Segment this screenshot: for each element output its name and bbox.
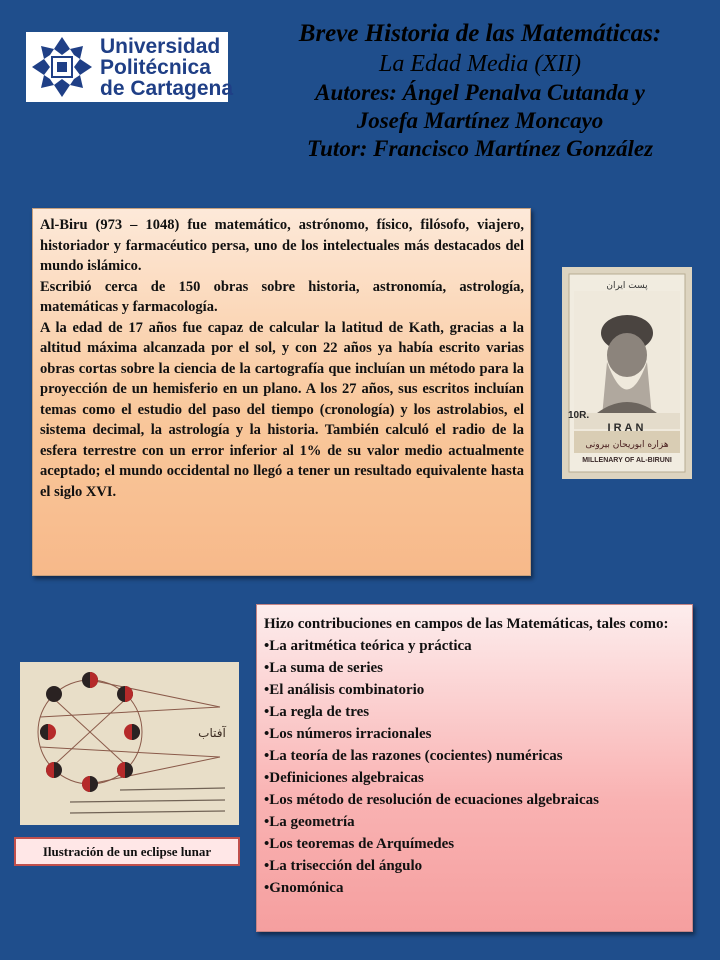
list-item: • El análisis combinatorio xyxy=(264,679,686,701)
list-item: • La teoría de las razones (cocientes) numéricas xyxy=(264,745,686,767)
list-item: • Los números irracionales xyxy=(264,723,686,745)
eclipse-caption: Ilustración de un eclipse lunar xyxy=(14,837,240,866)
logo-line-1: Universidad xyxy=(100,34,221,58)
poster-header xyxy=(250,18,710,163)
bio-paragraph: Escribió cerca de 150 obras sobre historia, astronomía, astrología, matemáticas y farmacología. xyxy=(40,278,524,315)
list-item: • La geometría xyxy=(264,811,686,833)
authors-line-1: Autores: Ángel Penalva Cutanda y xyxy=(315,80,645,105)
svg-text:آفتاب: آفتاب xyxy=(198,726,226,740)
authors-line-2: Josefa Martínez Moncayo xyxy=(356,108,604,133)
university-name xyxy=(100,36,233,99)
list-item: • La aritmética teórica y práctica xyxy=(264,635,686,657)
contributions-box xyxy=(256,604,693,932)
logo-line-2: Politécnica xyxy=(100,55,211,79)
svg-text:پست ایران: پست ایران xyxy=(606,281,648,291)
contributions-intro: Hizo contribuciones en campos de las Matemáticas, tales como: xyxy=(264,616,669,632)
lunar-eclipse-illustration xyxy=(20,662,239,825)
list-item: • La suma de series xyxy=(264,657,686,679)
tutor-line: Tutor: Francisco Martínez González xyxy=(306,136,654,161)
list-item: • Definiciones algebraicas xyxy=(264,767,686,789)
bio-paragraph: Al-Biru (973 – 1048) fue matemático, astrónomo, físico, filósofo, viajero, historiador y farmacéutico persa, uno de los intelectuales más destacados del mundo islámico. xyxy=(40,217,524,274)
page-subtitle: La Edad Media (XII) xyxy=(379,51,581,77)
university-logo xyxy=(26,32,234,102)
list-item: • Gnomónica xyxy=(264,877,686,899)
biography-box xyxy=(32,208,531,576)
stamp-caption: MILLENARY OF AL-BIRUNI xyxy=(582,457,672,464)
list-item: • La trisección del ángulo xyxy=(264,855,686,877)
upct-cross-emblem-icon xyxy=(30,35,94,99)
bio-paragraph: A la edad de 17 años fue capaz de calcular la latitud de Kath, gracias a la altitud máxima alcanzada por el sol, y con 22 años ya había escrito varias obras cortas sobre la ciencia de la cartografía que incluían un método para la proyección de un hemisferio en un plano. A los 27 años, sus escritos incluían temas como el estudio del paso del tiempo (cronología) y los astrolabios, el sistema decimal, la astrología y la historia. También calculó el radio de la esfera terrestre con un error inferior al 1% de su valor medio actualmente aceptado; el mundo occidental no llegó a tener un resultado equivalente hasta el siglo XVI. xyxy=(40,319,524,500)
list-item: • La regla de tres xyxy=(264,701,686,723)
svg-text:هزاره ابوریحان بیرونی: هزاره ابوریحان بیرونی xyxy=(585,440,669,450)
stamp-country: IRAN xyxy=(607,422,647,434)
page-title: Breve Historia de las Matemáticas: xyxy=(298,20,662,47)
logo-line-3: de Cartagena xyxy=(100,76,234,100)
list-item: • Los teoremas de Arquímedes xyxy=(264,833,686,855)
list-item: • Los método de resolución de ecuaciones algebraicas xyxy=(264,789,686,811)
contributions-list xyxy=(264,635,686,899)
al-biruni-stamp-image xyxy=(562,267,692,479)
stamp-denomination: 10R. xyxy=(568,410,590,421)
